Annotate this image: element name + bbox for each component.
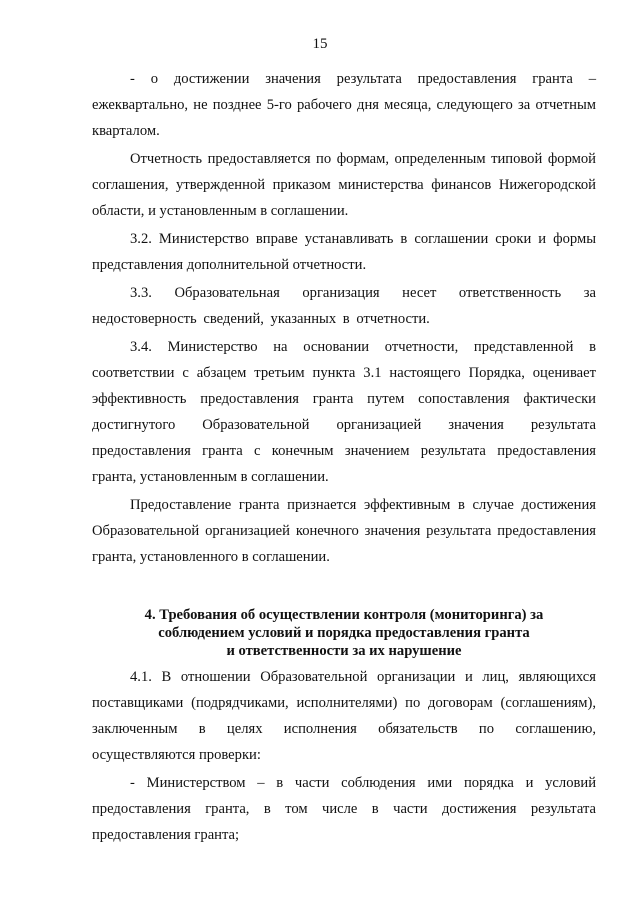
section-heading-line: и ответственности за их нарушение [226,643,462,659]
page-number: 15 [312,36,328,52]
paragraph: 4.1. В отношении Образовательной организации и лиц, являющихся поставщиками (подрядчиками, исполнителями) по договорам (соглашениям), заключенным в целях исполнения обязательств по соглашению, осуществляются проверки: [92,669,596,763]
paragraph: Отчетность предоставляется по формам, определенным типовой формой соглашения, утвержденной приказом министерства финансов Нижегородской области, и установленным в соглашении. [92,151,596,219]
paragraph: - о достижении значения результата предоставления гранта – ежеквартально, не позднее 5-го рабочего дня месяца, следующего за отчетным кварталом. [92,71,596,139]
section-heading-line: 4. Требования об осуществлении контроля (мониторинга) за [144,607,544,623]
paragraph: 3.2. Министерство вправе устанавливать в соглашении сроки и формы представления дополнительной отчетности. [92,231,596,273]
document-body [92,66,596,848]
paragraph: 3.3. Образовательная организация несет ответственность за недостоверность сведений, указанных в отчетности. [92,285,596,327]
section-heading-line: соблюдением условий и порядка предоставления гранта [158,625,530,641]
section-heading [92,606,596,660]
paragraph: - Министерством – в части соблюдения ими порядка и условий предоставления гранта, в том числе в части достижения результата предоставления гранта; [92,775,596,843]
paragraph: 3.4. Министерство на основании отчетности, представленной в соответствии с абзацем третьим пункта 3.1 настоящего Порядка, оценивает эффективность предоставления гранта путем сопоставления фактически достигнутого Образовательной организацией значения результата предоставления гранта с конечным значением результата предоставления гранта, установленным в соглашении. [92,339,596,485]
paragraph: Предоставление гранта признается эффективным в случае достижения Образовательной организацией конечного значения результата предоставления гранта, установленного в соглашении. [92,497,596,565]
